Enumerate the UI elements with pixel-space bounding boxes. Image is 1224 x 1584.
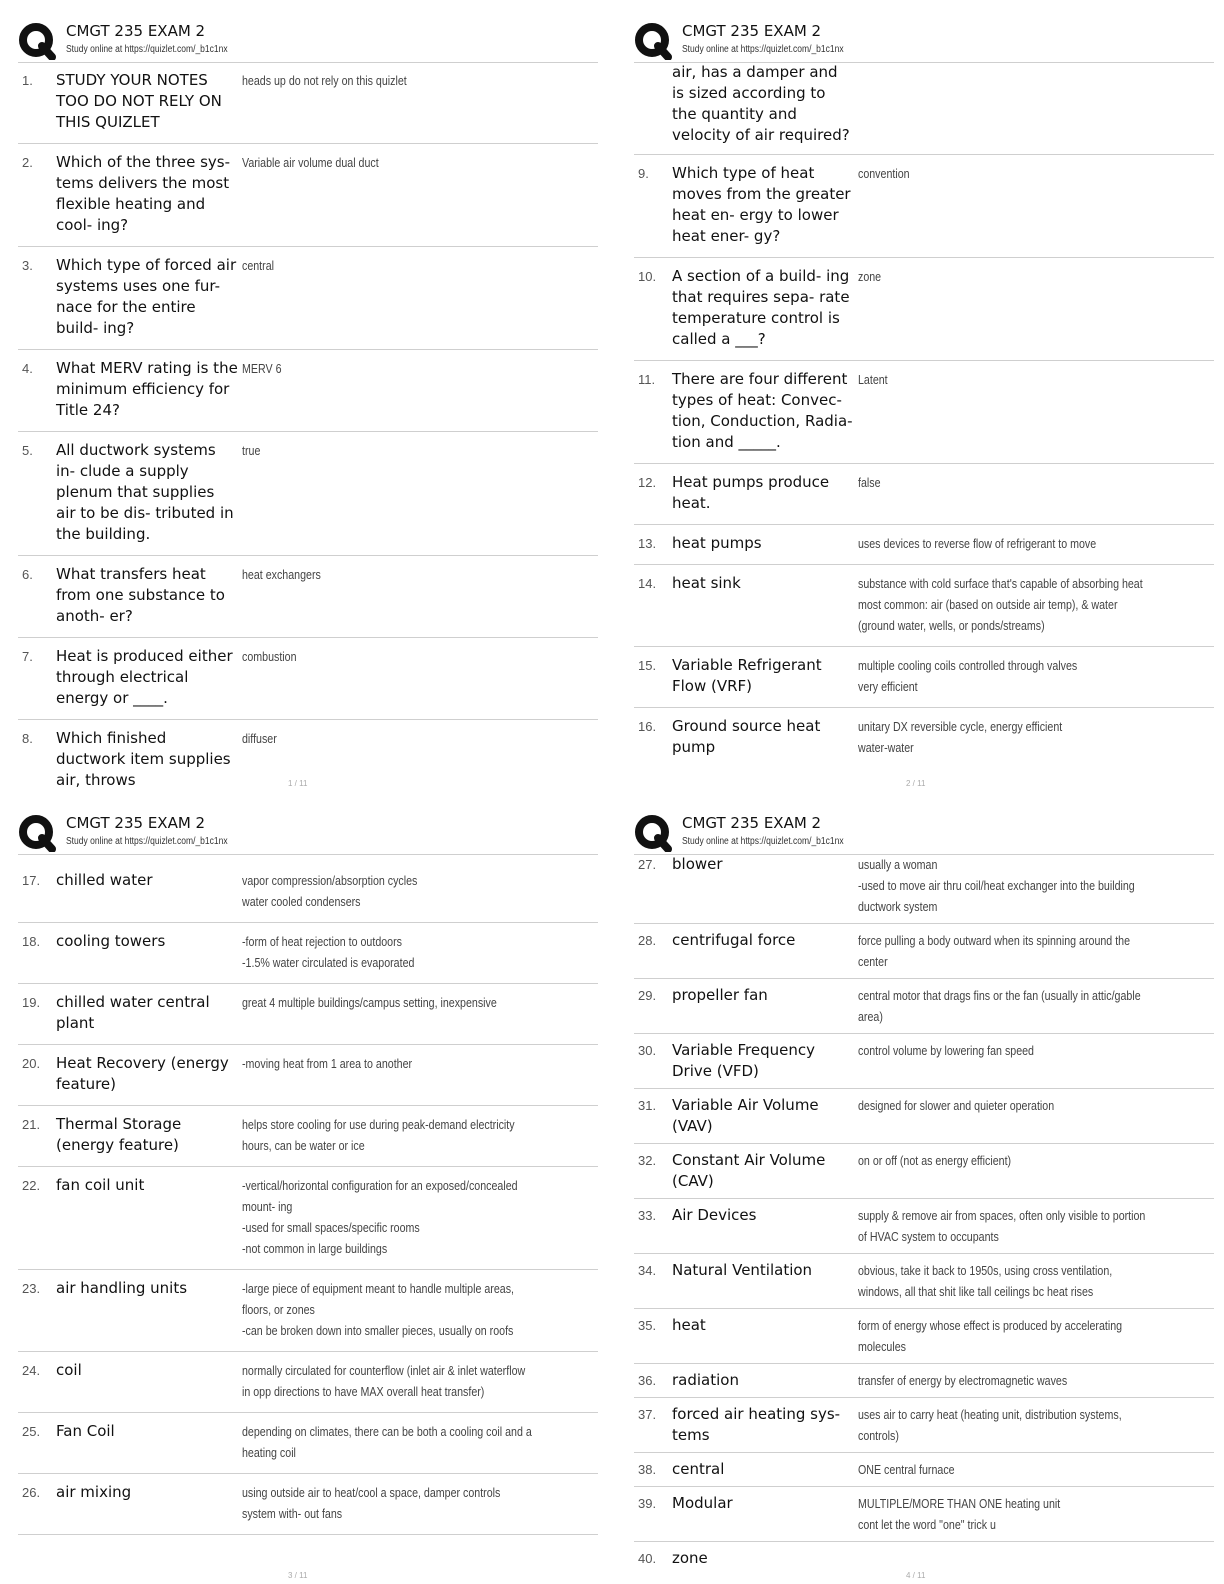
- card-definition: -moving heat from 1 area to another: [242, 1056, 413, 1071]
- card-definition: -vertical/horizontal configuration for an exposed/concealed mount- ing -used for small spaces/specific rooms -not common in large buildings: [242, 1178, 518, 1256]
- page-1: [18, 18, 598, 788]
- card-term: A section of a build- ing that requires sepa- rate temperature control is called a ___?: [672, 267, 850, 348]
- card-number: 29.: [638, 988, 657, 1003]
- header-divider: [18, 62, 598, 63]
- study-link[interactable]: Study online at https://quizlet.com/_b1c1nx: [66, 44, 228, 55]
- card-number: 17.: [22, 873, 41, 888]
- card-row: [18, 862, 598, 923]
- card-row: [634, 647, 1214, 708]
- card-definition: on or off (not as energy efficient): [858, 1153, 1012, 1168]
- card-row: [634, 155, 1214, 258]
- card-number: 35.: [638, 1318, 657, 1333]
- card-row: [634, 525, 1214, 565]
- card-row: [634, 1309, 1214, 1364]
- card-term: There are four different types of heat: Convec- tion, Conduction, Radia- tion and _____.: [672, 370, 853, 451]
- card-definition: combustion: [242, 649, 297, 664]
- card-term: coil: [56, 1361, 82, 1379]
- card-row: [634, 1487, 1214, 1542]
- card-definition: -large piece of equipment meant to handle multiple areas, floors, or zones -can be broken down into smaller pieces, usually on roofs: [242, 1281, 514, 1338]
- card-term: Which type of heat moves from the greater heat en- ergy to lower heat ener- gy?: [672, 164, 851, 245]
- card-term: What MERV rating is the minimum efficiency for Title 24?: [56, 359, 238, 419]
- card-definition: MERV 6: [242, 361, 282, 376]
- page-title: CMGT 235 EXAM 2: [682, 22, 822, 40]
- card-number: 13.: [638, 536, 657, 551]
- card-number: 36.: [638, 1373, 657, 1388]
- card-number: 6.: [22, 567, 33, 582]
- card-row: [634, 464, 1214, 525]
- card-number: 30.: [638, 1043, 657, 1058]
- card-definition: unitary DX reversible cycle, energy efficient water-water: [858, 719, 1063, 755]
- page-title: CMGT 235 EXAM 2: [682, 814, 822, 832]
- card-number: 18.: [22, 934, 41, 949]
- card-term: Constant Air Volume (CAV): [672, 1151, 826, 1190]
- card-definition: vapor compression/absorption cycles water cooled condensers: [242, 873, 418, 909]
- card-number: 16.: [638, 719, 657, 734]
- card-definition: usually a woman -used to move air thru coil/heat exchanger into the building ductwork system: [858, 857, 1135, 914]
- card-number: 5.: [22, 443, 33, 458]
- card-definition: heads up do not rely on this quizlet: [242, 73, 407, 88]
- card-number: 9.: [638, 166, 649, 181]
- card-number: 39.: [638, 1496, 657, 1511]
- card-term: air handling units: [56, 1279, 188, 1297]
- quizlet-logo-icon: [634, 22, 672, 60]
- card-definition: heat exchangers: [242, 567, 321, 582]
- card-row: [18, 984, 598, 1045]
- card-row: [634, 854, 1214, 924]
- card-term: Heat pumps produce heat.: [672, 473, 830, 512]
- card-row: [18, 350, 598, 432]
- card-row: [18, 1474, 598, 1535]
- page-number: 1 / 11: [288, 779, 308, 788]
- card-definition: form of energy whose effect is produced by accelerating molecules: [858, 1318, 1123, 1354]
- card-term: All ductwork systems in- clude a supply plenum that supplies air to be dis- tributed in the building.: [56, 441, 234, 543]
- card-number: 14.: [638, 576, 657, 591]
- card-term: Which type of forced air systems uses one fur- nace for the entire build- ing?: [56, 256, 237, 337]
- card-term: Heat is produced either through electrical energy or ____.: [56, 647, 233, 707]
- card-term: Variable Frequency Drive (VFD): [672, 1041, 815, 1080]
- card-row: [18, 923, 598, 984]
- card-term: fan coil unit: [56, 1176, 145, 1194]
- card-number: 11.: [638, 372, 656, 387]
- card-term: heat: [672, 1316, 706, 1334]
- card-term: forced air heating sys- tems: [672, 1405, 841, 1444]
- card-term: Thermal Storage (energy feature): [56, 1115, 182, 1154]
- card-definition: central motor that drags fins or the fan (usually in attic/gable area): [858, 988, 1141, 1024]
- card-list: [634, 62, 1214, 768]
- card-definition: transfer of energy by electromagnetic waves: [858, 1373, 1068, 1388]
- page-title: CMGT 235 EXAM 2: [66, 814, 206, 832]
- page-4: [634, 810, 1214, 1580]
- card-definition: convention: [858, 166, 910, 181]
- card-term: What transfers heat from one substance to anoth- er?: [56, 565, 225, 625]
- card-term: propeller fan: [672, 986, 768, 1004]
- card-number: 12.: [638, 475, 657, 490]
- card-definition: true: [242, 443, 261, 458]
- card-definition: false: [858, 475, 881, 490]
- card-row: [634, 1034, 1214, 1089]
- card-term: cooling towers: [56, 932, 166, 950]
- card-number: 15.: [638, 658, 657, 673]
- card-row: [18, 144, 598, 247]
- page-number: 4 / 11: [906, 1571, 926, 1580]
- card-term: centrifugal force: [672, 931, 796, 949]
- card-row: [634, 1199, 1214, 1254]
- card-number: 38.: [638, 1462, 657, 1477]
- card-number: 25.: [22, 1424, 41, 1439]
- card-number: 8.: [22, 731, 33, 746]
- card-term-continuation: air, has a damper and is sized according to the quantity and velocity of air required?: [672, 63, 850, 144]
- header-divider: [18, 854, 598, 855]
- card-definition: MULTIPLE/MORE THAN ONE heating unit cont let the word "one" trick u: [858, 1496, 1061, 1532]
- card-row: [18, 1045, 598, 1106]
- card-row: [634, 1089, 1214, 1144]
- quizlet-logo-icon: [634, 814, 672, 852]
- card-definition: multiple cooling coils controlled through valves very efficient: [858, 658, 1078, 694]
- page-number: 3 / 11: [288, 1571, 308, 1580]
- card-number: 2.: [22, 155, 33, 170]
- card-row: [634, 1364, 1214, 1398]
- card-definition: depending on climates, there can be both a cooling coil and a heating coil: [242, 1424, 532, 1460]
- card-term: STUDY YOUR NOTES TOO DO NOT RELY ON THIS QUIZLET: [56, 71, 222, 131]
- card-definition: uses air to carry heat (heating unit, distribution systems, controls): [858, 1407, 1122, 1443]
- quizlet-logo-icon: [18, 814, 56, 852]
- card-definition: control volume by lowering fan speed: [858, 1043, 1034, 1058]
- card-term: Variable Refrigerant Flow (VRF): [672, 656, 822, 695]
- card-definition: substance with cold surface that's capable of absorbing heat most common: air (based on outside air temp), & water (ground water, wells, or ponds/streams): [858, 576, 1143, 633]
- card-row: [634, 979, 1214, 1034]
- card-row: [634, 708, 1214, 768]
- study-link[interactable]: Study online at https://quizlet.com/_b1c1nx: [66, 836, 228, 847]
- card-list: [18, 854, 598, 1535]
- card-row: [18, 1167, 598, 1270]
- card-term: Heat Recovery (energy feature): [56, 1054, 229, 1093]
- header-divider: [634, 62, 1214, 63]
- card-number: 20.: [22, 1056, 41, 1071]
- card-term: Natural Ventilation: [672, 1261, 813, 1279]
- card-term: central: [672, 1460, 725, 1478]
- study-link[interactable]: Study online at https://quizlet.com/_b1c1nx: [682, 44, 844, 55]
- card-row: [18, 1413, 598, 1474]
- card-row: [18, 556, 598, 638]
- page-number: 2 / 11: [906, 779, 926, 788]
- card-definition: Variable air volume dual duct: [242, 155, 379, 170]
- card-number: 31.: [638, 1098, 657, 1113]
- card-row: [634, 361, 1214, 464]
- card-number: 1.: [22, 73, 33, 88]
- card-definition: central: [242, 258, 275, 273]
- card-number: 37.: [638, 1407, 657, 1422]
- card-definition: -form of heat rejection to outdoors -1.5% water circulated is evaporated: [242, 934, 415, 970]
- card-row: [18, 62, 598, 144]
- card-definition: force pulling a body outward when its spinning around the center: [858, 933, 1131, 969]
- card-number: 26.: [22, 1485, 41, 1500]
- card-term: heat pumps: [672, 534, 762, 552]
- card-row: [634, 1144, 1214, 1199]
- card-row: [18, 247, 598, 350]
- card-number: 33.: [638, 1208, 657, 1223]
- page-title: CMGT 235 EXAM 2: [66, 22, 206, 40]
- page-header: [18, 810, 598, 854]
- card-row: [18, 1352, 598, 1413]
- card-row: [18, 1270, 598, 1352]
- card-row: [634, 1398, 1214, 1453]
- card-definition: normally circulated for counterflow (inlet air & inlet waterflow in opp directions to have MAX overall heat transfer): [242, 1363, 526, 1399]
- card-row: [18, 432, 598, 556]
- page-3: [18, 810, 598, 1580]
- card-definition: diffuser: [242, 731, 277, 746]
- card-number: 21.: [22, 1117, 41, 1132]
- card-definition: supply & remove air from spaces, often only visible to portion of HVAC system to occupants: [858, 1208, 1146, 1244]
- card-definition: uses devices to reverse flow of refrigerant to move: [858, 536, 1097, 551]
- card-number-empty: [634, 62, 672, 146]
- card-definition: designed for slower and quieter operation: [858, 1098, 1055, 1113]
- card-definition: Latent: [858, 372, 888, 387]
- card-term: Which of the three sys- tems delivers the most flexible heating and cool- ing?: [56, 153, 231, 234]
- card-term: radiation: [672, 1371, 739, 1389]
- card-term: heat sink: [672, 574, 741, 592]
- card-row: [634, 565, 1214, 647]
- card-definition: great 4 multiple buildings/campus setting, inexpensive: [242, 995, 497, 1010]
- card-definition: helps store cooling for use during peak-demand electricity hours, can be water or ice: [242, 1117, 515, 1153]
- card-term: blower: [672, 855, 723, 873]
- card-number: 40.: [638, 1551, 657, 1566]
- card-term: Modular: [672, 1494, 733, 1512]
- card-term: Ground source heat pump: [672, 717, 821, 756]
- card-number: 34.: [638, 1263, 657, 1278]
- card-number: 10.: [638, 269, 657, 284]
- page-header: [634, 18, 1214, 62]
- card-number: 32.: [638, 1153, 657, 1168]
- page-header: [634, 810, 1214, 854]
- card-list: [18, 62, 598, 801]
- card-definition: zone: [858, 269, 882, 284]
- card-definition: ONE central furnace: [858, 1462, 955, 1477]
- card-number: 23.: [22, 1281, 41, 1296]
- card-row: [18, 720, 598, 801]
- card-number: 3.: [22, 258, 33, 273]
- card-term: chilled water: [56, 871, 153, 889]
- card-term: Fan Coil: [56, 1422, 115, 1440]
- card-number: 4.: [22, 361, 33, 376]
- card-number: 19.: [22, 995, 41, 1010]
- study-link[interactable]: Study online at https://quizlet.com/_b1c1nx: [682, 836, 844, 847]
- page-2: [634, 18, 1214, 788]
- quizlet-logo-icon: [18, 22, 56, 60]
- card-term: air mixing: [56, 1483, 132, 1501]
- card-number: 28.: [638, 933, 657, 948]
- card-term: zone: [672, 1549, 708, 1567]
- card-row: [634, 924, 1214, 979]
- card-continuation-row: [634, 62, 1214, 155]
- card-term: Which finished ductwork item supplies air, throws: [56, 729, 231, 789]
- card-number: 7.: [22, 649, 33, 664]
- card-term: Air Devices: [672, 1206, 757, 1224]
- page-header: [18, 18, 598, 62]
- card-row: [18, 1106, 598, 1167]
- card-list: [634, 854, 1214, 1575]
- card-definition: using outside air to heat/cool a space, damper controls system with- out fans: [242, 1485, 501, 1521]
- card-row: [18, 638, 598, 720]
- card-row: [634, 1254, 1214, 1309]
- card-number: 24.: [22, 1363, 41, 1378]
- card-definition: [858, 1548, 1150, 1569]
- card-row: [634, 258, 1214, 361]
- card-term: Variable Air Volume (VAV): [672, 1096, 819, 1135]
- card-number: 22.: [22, 1178, 41, 1193]
- card-definition: obvious, take it back to 1950s, using cross ventilation, windows, all that shit like tall ceilings bc heat rises: [858, 1263, 1113, 1299]
- card-term: chilled water central plant: [56, 993, 210, 1032]
- card-number: 27.: [638, 857, 657, 872]
- card-row: [634, 1453, 1214, 1487]
